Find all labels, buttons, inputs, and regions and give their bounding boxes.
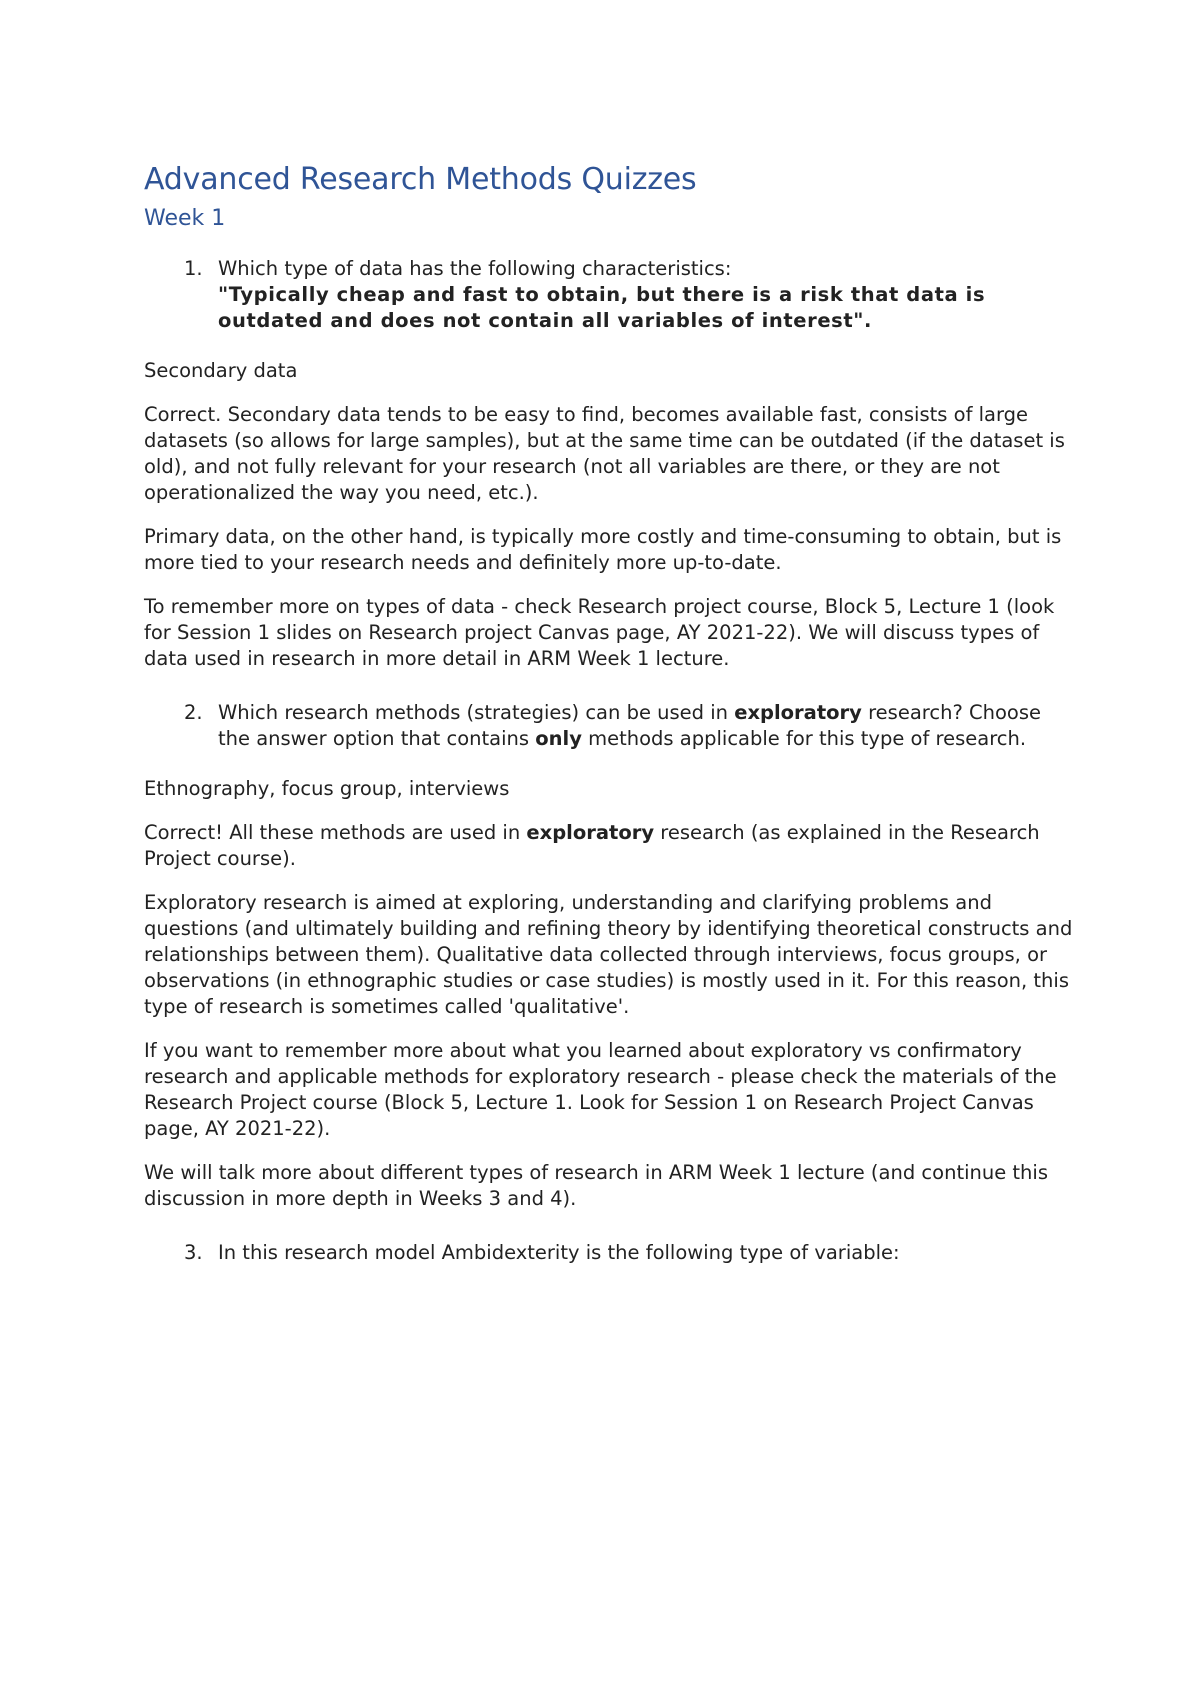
feedback-paragraph: If you want to remember more about what you learned about exploratory vs confirmatory research and applicable methods for exploratory research - please check the materials of the Research Project course (Block 5, Lecture 1. Look for Session 1 on Research Project Canvas page, AY 2021-22). [144, 1039, 1057, 1140]
answer-text: Ethnography, focus group, interviews [144, 777, 510, 800]
week-heading: Week 1 [144, 206, 226, 231]
question-text: research? Choose the answer option that contains [218, 701, 1041, 750]
question-quote: "Typically cheap and fast to obtain, but there is a risk that data is outdated and does not contain all variables of interest". [218, 283, 986, 332]
question-number: 1. [184, 257, 203, 280]
emphasis-text: exploratory [526, 821, 655, 844]
answer-text: Secondary data [144, 359, 298, 382]
question-1 [144, 256, 1074, 334]
feedback-paragraph [144, 820, 1074, 872]
question-2 [144, 700, 1074, 752]
question-3 [144, 1240, 1074, 1266]
document-page [144, 160, 1074, 1266]
question-text: methods applicable for this type of research. [581, 727, 1027, 750]
document-title: Advanced Research Methods Quizzes [144, 162, 697, 197]
question-text: Which type of data has the following characteristics: [218, 257, 732, 280]
question-number: 3. [184, 1241, 203, 1264]
emphasis-text: only [535, 727, 582, 750]
feedback-paragraph: Exploratory research is aimed at exploring, understanding and clarifying problems and questions (and ultimately building and refining theory by identifying theoretical constructs and relationships between them). Qualitative data collected through interviews, focus groups, or observations (in ethnographic studies or case studies) is mostly used in it. For this reason, this type of research is sometimes called 'qualitative'. [144, 891, 1073, 1018]
feedback-paragraph: Primary data, on the other hand, is typically more costly and time-consuming to obtain, but is more tied to your research needs and definitely more up-to-date. [144, 525, 1062, 574]
question-text: Which research methods (strategies) can be used in [218, 701, 735, 724]
feedback-text: research (as explained in the Research Project course). [144, 821, 1040, 870]
feedback-paragraph: To remember more on types of data - check Research project course, Block 5, Lecture 1 (look for Session 1 slides on Research project Canvas page, AY 2021-22). We will discuss types of data used in research in more detail in ARM Week 1 lecture. [144, 595, 1055, 670]
question-number: 2. [184, 701, 203, 724]
emphasis-text: exploratory [734, 701, 862, 724]
feedback-paragraph: We will talk more about different types of research in ARM Week 1 lecture (and continue this discussion in more depth in Weeks 3 and 4). [144, 1161, 1048, 1210]
feedback-text: Correct! All these methods are used in [144, 821, 527, 844]
feedback-paragraph: Correct. Secondary data tends to be easy to find, becomes available fast, consists of large datasets (so allows for large samples), but at the same time can be outdated (if the dataset is old), and not fully relevant for your research (not all variables are there, or they are not operationalized the way you need, etc.). [144, 403, 1065, 504]
question-text: In this research model Ambidexterity is the following type of variable: [218, 1241, 900, 1264]
